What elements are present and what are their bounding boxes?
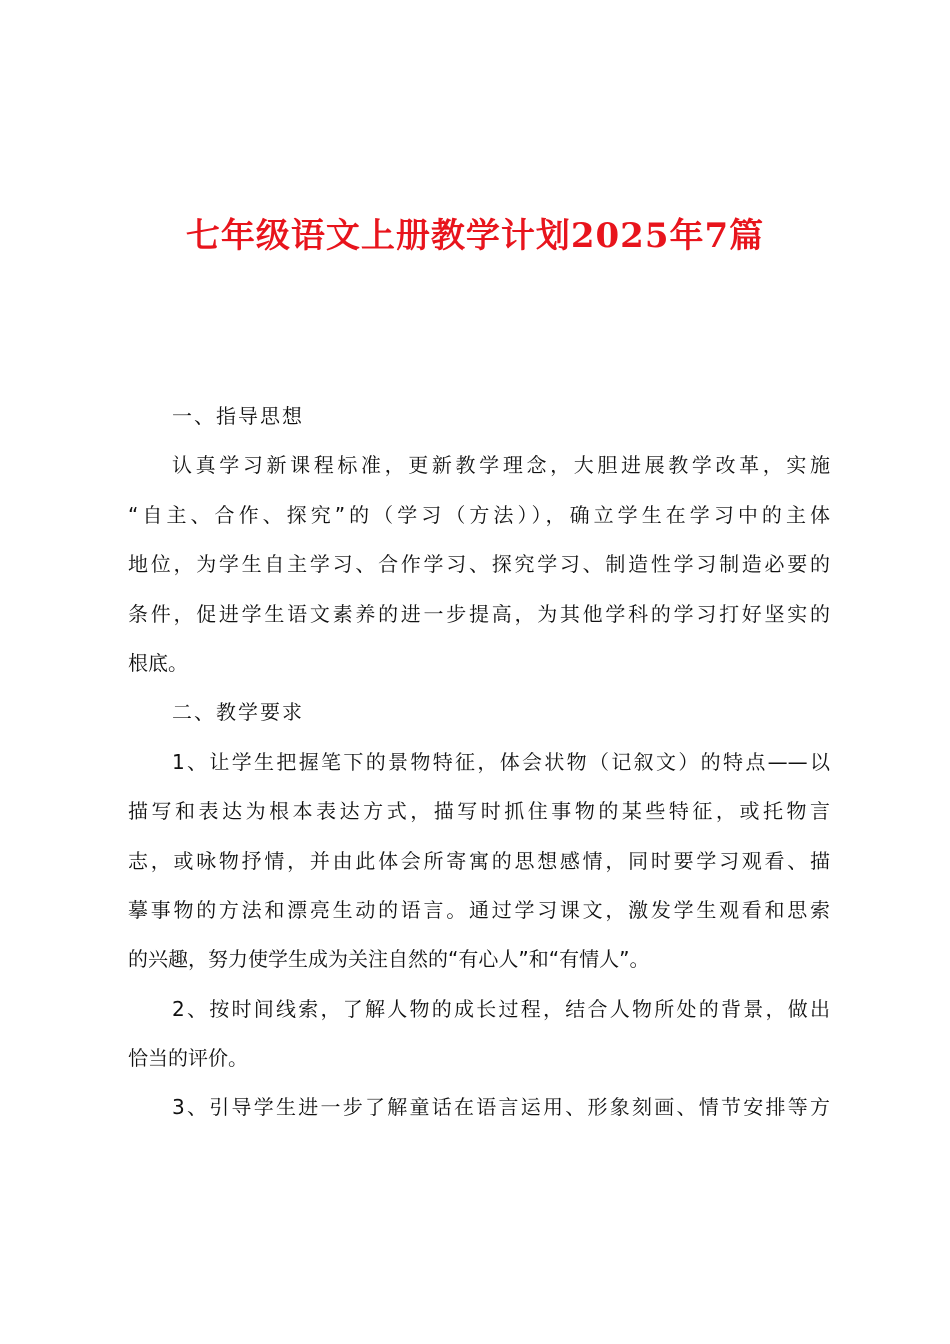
section-heading: 一、指导思想 — [172, 404, 304, 428]
paragraph-line: “自主、合作、探究”的（学习（方法）），确立学生在学习中的主体 — [128, 502, 830, 527]
section-heading: 二、教学要求 — [172, 700, 304, 725]
document-body — [128, 392, 830, 1133]
paragraph-line: 3、引导学生进一步了解童话在语言运用、形象刻画、情节安排等方 — [172, 1095, 830, 1120]
paragraph-line: 志，或咏物抒情，并由此体会所寄寓的思想感情，同时要学习观看、描 — [128, 848, 830, 873]
paragraph-line: 描写和表达为根本表达方式，描写时抓住事物的某些特征，或托物言 — [128, 799, 830, 824]
paragraph-line: 摹事物的方法和漂亮生动的语言。通过学习课文，激发学生观看和思索 — [128, 897, 830, 922]
paragraph-line: 地位，为学生自主学习、合作学习、探究学习、制造性学习制造必要的 — [128, 552, 830, 577]
paragraph-line: 认真学习新课程标准，更新教学理念，大胆进展教学改革，实施 — [172, 453, 830, 478]
document-title: 七年级语文上册教学计划2025年7篇 — [185, 216, 765, 256]
paragraph-line: 条件，促进学生语文素养的进一步提高，为其他学科的学习打好坚实的 — [128, 601, 830, 626]
paragraph-line: 的兴趣，努力使学生成为关注自然的“有心人”和“有情人”。 — [128, 947, 650, 972]
paragraph-line: 恰当的评价。 — [128, 1046, 248, 1071]
paragraph-line: 根底。 — [128, 650, 188, 675]
paragraph-line: 1、让学生把握笔下的景物特征，体会状物（记叙文）的特点——以 — [172, 749, 830, 774]
paragraph-line: 2、按时间线索，了解人物的成长过程，结合人物所处的背景，做出 — [172, 996, 830, 1021]
